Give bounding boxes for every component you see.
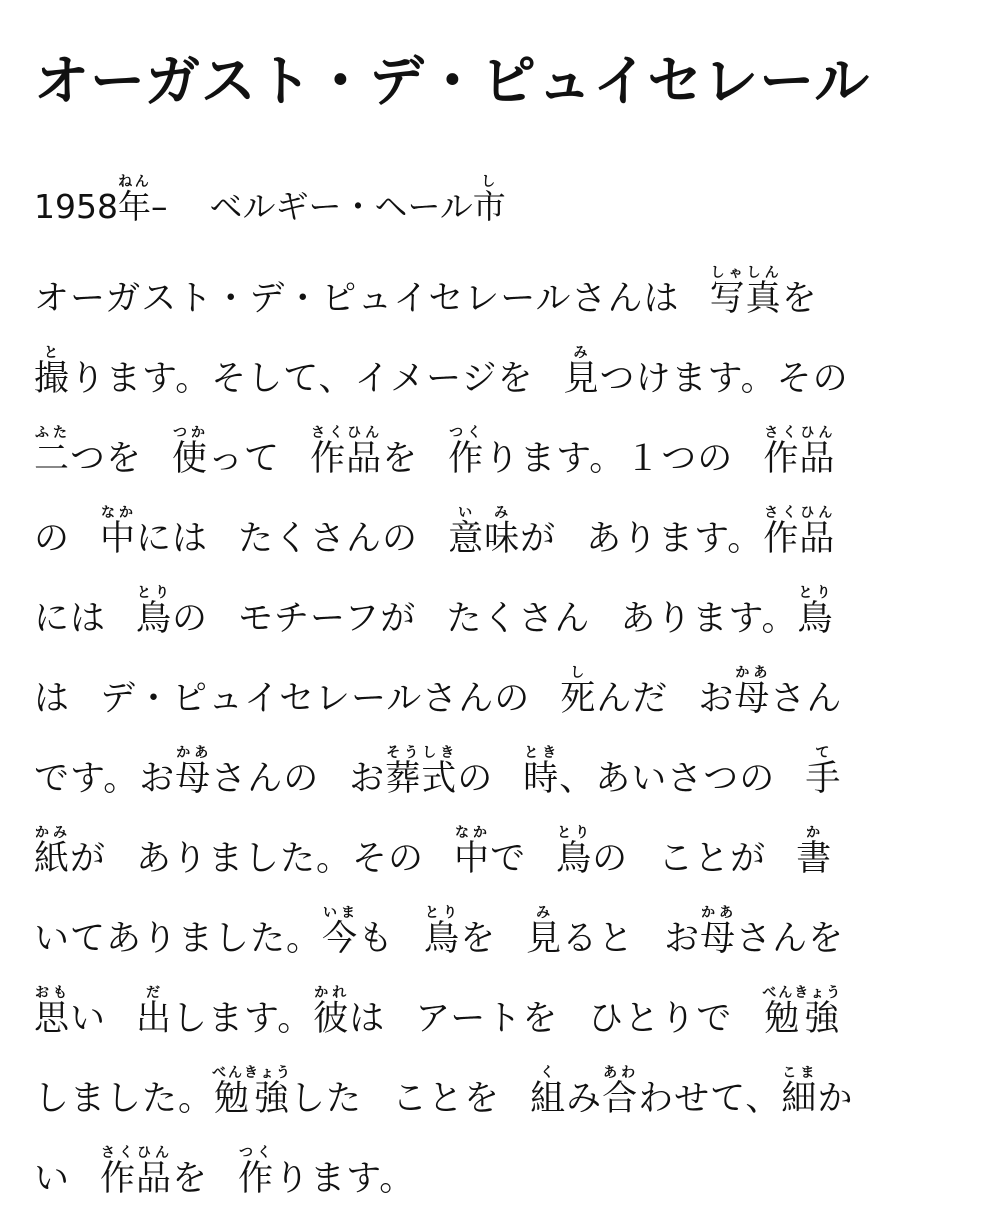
city-kanji: 市し	[472, 174, 506, 226]
text-segment: ことを	[392, 1079, 501, 1119]
text-line	[34, 339, 968, 419]
text-segment: つけます。その	[599, 359, 849, 399]
kanji-with-furigana: 作品さくひん	[100, 1145, 173, 1199]
kanji-with-furigana: 中なか	[454, 825, 491, 879]
kanji-with-furigana: 二ふた	[34, 425, 71, 479]
text-segment: アートを	[415, 999, 559, 1039]
text-segment: した	[290, 1079, 363, 1119]
kanji-with-furigana: 母かあ	[734, 665, 771, 719]
kanji-with-furigana: 今いま	[322, 905, 359, 959]
text-segment: つを	[70, 439, 143, 479]
text-segment: オーガスト・デ・ピュイセレールさんは	[34, 279, 680, 319]
kanji-with-furigana: 勉強べんきょう	[212, 1065, 293, 1119]
text-line	[34, 819, 968, 899]
text-segment: を	[172, 1159, 209, 1199]
text-line	[34, 419, 968, 499]
text-segment: は	[34, 679, 71, 719]
text-segment: の	[592, 839, 629, 879]
kanji-with-furigana: 手て	[805, 745, 842, 799]
text-segment: い	[70, 999, 107, 1039]
text-segment: って	[208, 439, 281, 479]
text-segment: さんの	[211, 759, 320, 799]
kanji-with-furigana: 見み	[563, 345, 600, 399]
text-segment: い	[34, 1159, 71, 1199]
text-segment: も	[358, 919, 395, 959]
kanji-with-furigana: 意味いみ	[448, 505, 521, 559]
text-segment: いてありました。	[34, 919, 323, 959]
text-segment: の	[34, 519, 71, 559]
text-line	[34, 259, 968, 339]
kanji-with-furigana: 母かあ	[700, 905, 737, 959]
kanji-with-furigana: 書か	[796, 825, 833, 879]
kanji-with-furigana: 死し	[560, 665, 597, 719]
text-segment: モチーフが	[238, 599, 417, 639]
kanji-with-furigana: 勉強べんきょう	[762, 985, 843, 1039]
kanji-with-furigana: 作品さくひん	[763, 425, 836, 479]
text-segment: します。	[172, 999, 314, 1039]
kanji-with-furigana: 作品さくひん	[763, 505, 836, 559]
year-dash: –	[150, 187, 168, 226]
text-line	[34, 499, 968, 579]
kanji-with-furigana: 鳥とり	[556, 825, 593, 879]
text-segment: んだ	[596, 679, 669, 719]
kanji-with-furigana: 使つか	[172, 425, 209, 479]
article-title: オーガスト・デ・ピュイセレール	[34, 49, 871, 113]
kanji-with-furigana: 出だ	[136, 985, 173, 1039]
text-segment: は	[349, 999, 386, 1039]
text-segment: ると	[562, 919, 635, 959]
kanji-with-furigana: 紙かみ	[34, 825, 71, 879]
text-segment: さん	[770, 679, 843, 719]
text-segment: が	[520, 519, 557, 559]
text-segment: ります。１つの	[484, 439, 734, 479]
kanji-with-furigana: 彼かれ	[313, 985, 350, 1039]
text-line	[34, 1059, 968, 1139]
text-segment: ひとりで	[588, 999, 733, 1039]
text-segment: ります。そして、イメージを	[70, 359, 534, 399]
text-segment: さんを	[736, 919, 845, 959]
kanji-with-furigana: 鳥とり	[424, 905, 461, 959]
text-segment: ことが	[658, 839, 767, 879]
text-line	[34, 579, 968, 659]
text-segment: を	[781, 279, 818, 319]
birth-year: 1958	[34, 187, 118, 226]
text-segment: の	[172, 599, 209, 639]
text-segment: を	[382, 439, 419, 479]
text-line	[34, 659, 968, 739]
kanji-with-furigana: 写真しゃしん	[709, 265, 782, 319]
kanji-with-furigana: 時とき	[523, 745, 560, 799]
text-segment: の	[457, 759, 494, 799]
text-segment: が	[70, 839, 107, 879]
kanji-with-furigana: 鳥とり	[797, 585, 834, 639]
article-body	[34, 259, 968, 1219]
text-segment: あります。	[586, 519, 764, 559]
kanji-with-furigana: 撮と	[34, 345, 71, 399]
text-segment: です。お	[34, 759, 176, 799]
text-segment: には	[136, 519, 209, 559]
kanji-with-furigana: 思おも	[34, 985, 71, 1039]
kanji-with-furigana: 合あわ	[602, 1065, 639, 1119]
text-segment: には	[34, 599, 107, 639]
text-line	[34, 739, 968, 819]
kanji-with-furigana: 作品さくひん	[310, 425, 383, 479]
text-segment: を	[460, 919, 497, 959]
kanji-with-furigana: 見み	[526, 905, 563, 959]
text-segment: ありました。その	[136, 839, 425, 879]
text-segment: で	[490, 839, 527, 879]
text-segment: わせて、	[638, 1079, 782, 1119]
text-segment: あります。	[620, 599, 798, 639]
text-segment: たくさん	[446, 599, 591, 639]
text-line	[34, 899, 968, 979]
kanji-with-furigana: 細こま	[781, 1065, 818, 1119]
kanji-with-furigana: 鳥とり	[136, 585, 173, 639]
text-segment: か	[817, 1079, 854, 1119]
kanji-with-furigana: 組く	[530, 1065, 567, 1119]
birth-place: ベルギー・ヘール	[209, 187, 473, 226]
text-segment: デ・ピュイセレールさんの	[100, 679, 531, 719]
kanji-with-furigana: 母かあ	[175, 745, 212, 799]
text-segment: み	[566, 1079, 603, 1119]
text-segment: たくさんの	[238, 519, 419, 559]
text-segment: お	[698, 679, 735, 719]
year-kanji: 年ねん	[117, 174, 151, 226]
text-segment: 、あいさつの	[559, 759, 776, 799]
kanji-with-furigana: 作つく	[448, 425, 485, 479]
text-segment: お	[664, 919, 701, 959]
kanji-with-furigana: 中なか	[100, 505, 137, 559]
text-segment: しました。	[34, 1079, 215, 1119]
text-segment: お	[349, 759, 386, 799]
kanji-with-furigana: 葬式そうしき	[385, 745, 458, 799]
text-line	[34, 979, 968, 1059]
kanji-with-furigana: 作つく	[238, 1145, 275, 1199]
text-segment: ります。	[274, 1159, 416, 1199]
text-line	[34, 1139, 968, 1219]
artist-info	[34, 174, 968, 229]
